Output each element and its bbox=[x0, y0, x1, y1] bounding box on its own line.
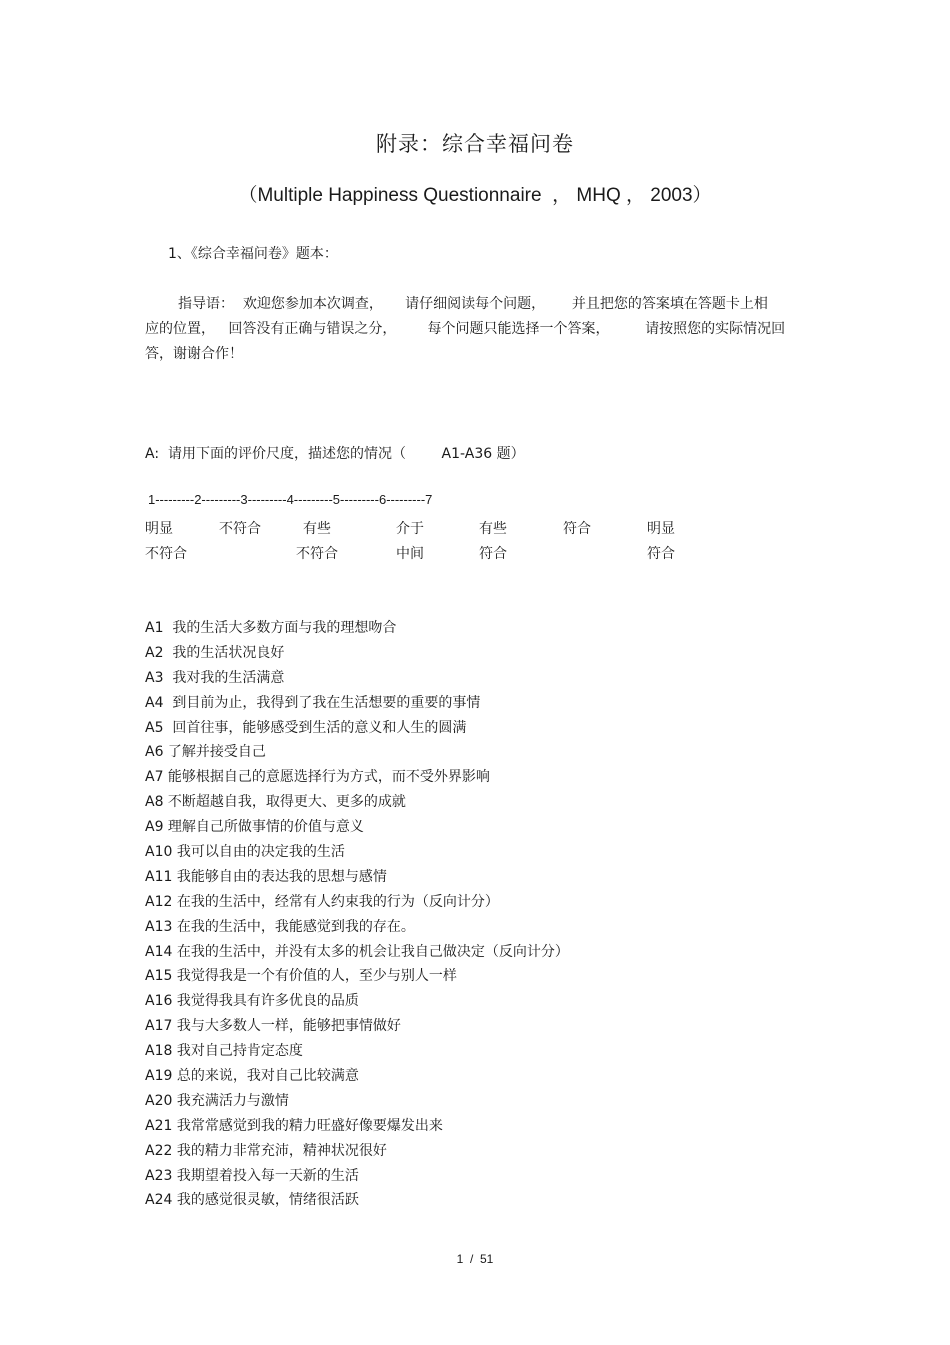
scale-label: 符合 bbox=[563, 521, 591, 537]
question-item: A3 我对我的生活满意 bbox=[145, 669, 285, 686]
instructions-line: 指导语： 欢迎您参加本次调查， 请仔细阅读每个问题， 并且把您的答案填在答题卡上相 bbox=[178, 296, 768, 312]
question-item: A9 理解自己所做事情的价值与意义 bbox=[145, 819, 364, 836]
question-item: A4 到目前为止，我得到了我在生活想要的重要的事情 bbox=[145, 694, 481, 711]
scale-label: 有些 bbox=[479, 521, 507, 537]
question-item: A20 我充满活力与激情 bbox=[145, 1092, 289, 1109]
question-item: A17 我与大多数人一样，能够把事情做好 bbox=[145, 1018, 401, 1035]
scale-labels-row-2 bbox=[145, 543, 745, 568]
instructions-paragraph bbox=[145, 292, 800, 367]
instructions-line: 答，谢谢合作！ bbox=[145, 346, 243, 362]
instructions-line: 应的位置， 回答没有正确与错误之分， 每个问题只能选择一个答案， 请按照您的实际情况回 bbox=[145, 321, 786, 337]
question-item: A23 我期望着投入每一天新的生活 bbox=[145, 1167, 359, 1184]
question-item: A10 我可以自由的决定我的生活 bbox=[145, 844, 345, 861]
question-item: A15 我觉得我是一个有价值的人，至少与别人一样 bbox=[145, 968, 457, 985]
question-item: A7 能够根据自己的意愿选择行为方式，而不受外界影响 bbox=[145, 769, 490, 786]
scale-label: 有些 bbox=[303, 521, 331, 537]
question-item: A11 我能够自由的表达我的思想与感情 bbox=[145, 868, 387, 885]
scale-label: 中间 bbox=[396, 546, 424, 562]
question-item: A12 在我的生活中，经常有人约束我的行为（反向计分） bbox=[145, 893, 499, 910]
rating-scale-line: 1---------2---------3---------4---------5---------6---------7 bbox=[148, 492, 433, 507]
scale-label: 不符合 bbox=[145, 546, 187, 562]
scale-label: 明显 bbox=[647, 521, 675, 537]
question-item: A16 我觉得我具有许多优良的品质 bbox=[145, 993, 359, 1010]
document-subtitle: （Multiple Happiness Questionnaire ， MHQ ， 2003） bbox=[238, 185, 712, 206]
scale-label: 不符合 bbox=[296, 546, 338, 562]
question-item: A6 了解并接受自己 bbox=[145, 744, 266, 761]
question-item: A21 我常常感觉到我的精力旺盛好像要爆发出来 bbox=[145, 1117, 443, 1134]
question-item: A19 总的来说，我对自己比较满意 bbox=[145, 1068, 359, 1085]
page-number: 1 / 51 bbox=[456, 1252, 494, 1266]
scale-label: 符合 bbox=[479, 546, 507, 562]
question-item: A22 我的精力非常充沛，精神状况很好 bbox=[145, 1142, 387, 1159]
question-item: A1 我的生活大多数方面与我的理想吻合 bbox=[145, 620, 397, 636]
scale-label: 介于 bbox=[396, 521, 424, 537]
question-item: A8 不断超越自我，取得更大、更多的成就 bbox=[145, 794, 406, 811]
scale-label: 符合 bbox=[647, 546, 675, 562]
part-a-prompt: A: 请用下面的评价尺度，描述您的情况（ A1-A36 题） bbox=[145, 446, 525, 462]
section-heading: 1、《综合幸福问卷》题本： bbox=[168, 246, 338, 262]
question-item: A2 我的生活状况良好 bbox=[145, 644, 285, 661]
question-item: A13 在我的生活中，我能感觉到我的存在。 bbox=[145, 918, 415, 935]
question-item: A18 我对自己持肯定态度 bbox=[145, 1043, 303, 1060]
question-item: A5 回首往事，能够感受到生活的意义和人生的圆满 bbox=[145, 719, 467, 736]
document-title: 附录：综合幸福问卷 bbox=[376, 132, 574, 156]
question-item: A14 在我的生活中，并没有太多的机会让我自己做决定（反向计分） bbox=[145, 943, 569, 960]
question-list bbox=[145, 616, 569, 1213]
question-item: A24 我的感觉很灵敏，情绪很活跃 bbox=[145, 1192, 359, 1209]
scale-label: 明显 bbox=[145, 521, 173, 537]
scale-label: 不符合 bbox=[219, 521, 261, 537]
scale-labels-row-1 bbox=[145, 518, 745, 543]
